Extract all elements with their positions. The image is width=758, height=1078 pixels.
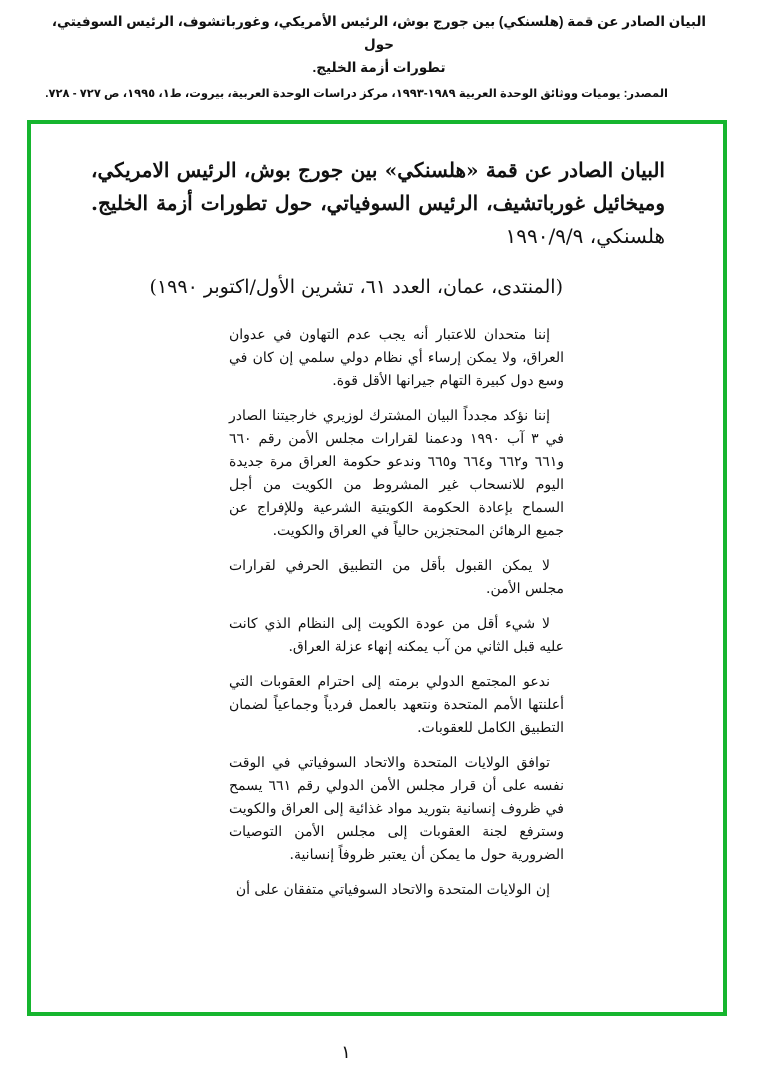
document-frame [27,120,727,1016]
paragraph: ندعو المجتمع الدولي برمته إلى احترام العقوبات التي أعلنتها الأمم المتحدة ونتعهد بالعمل فردياً وجماعياً لضمان التطبيق الكامل للعقوبات. [229,674,564,736]
page-number: ١ [341,1042,351,1063]
paragraph: لا يمكن القبول بأقل من التطبيق الحرفي لقرارات مجلس الأمن. [229,558,564,597]
header-title-line-2: تطورات أزمة الخليج. [312,60,446,75]
source-citation: المصدر: يوميات ووثائق الوحدة العربية ١٩٨٩-١٩٩٣، مركز دراسات الوحدة العربية، بيروت، ط١، ١٩٩٥، ص ٧٢٧ - ٧٢٨. [45,88,668,100]
paragraph: إن الولايات المتحدة والاتحاد السوفياتي متفقان على أن [235,882,550,898]
document-place-date: هلسنكي، ١٩٩٠/٩/٩ [505,224,665,248]
document-body [229,324,564,914]
document-citation: (المنتدى، عمان، العدد ٦١، تشرين الأول/اكتوبر ١٩٩٠) [149,276,563,298]
paragraph: توافق الولايات المتحدة والاتحاد السوفياتي في الوقت نفسه على أن قرار مجلس الأمن الدولي رقم ٦٦١ يسمح في ظروف إنسانية بتوريد مواد غذائية إلى العراق والكويت وسترفع لجنة العقوبات إلى مجلس الأمن التوصيات الضرورية حول ما يمكن أن يعتبر ظروفاً إنسانية. [229,755,565,863]
paragraph: إننا نؤكد مجدداً البيان المشترك لوزيري خارجيتنا الصادر في ٣ آب ١٩٩٠ ودعمنا لقرارات مجلس الأمن رقم ٦٦٠ و٦٦١ و٦٦٢ و٦٦٤ و٦٦٥ وندعو حكومة العراق مرة جديدة اليوم للانسحاب غير المشروط من الكويت من أجل السماح بإعادة الحكومة الكويتية الشرعية وللإفراج عن جميع الرهائن المحتجزين حالياً في العراق والكويت. [229,408,565,539]
document-title-text: البيان الصادر عن قمة «هلسنكي» بين جورج بوش، الرئيس الامريكي، وميخائيل غورباتشيف، الرئيس السوفياتي، حول تطورات أزمة الخليج. [91,158,665,215]
header-title-line-1: البيان الصادر عن قمة (هلسنكي) بين جورج بوش، الرئيس الأمريكي، وغورباتشوف، الرئيس السوفيتي، حول [51,14,707,52]
paragraph: لا شيء أقل من عودة الكويت إلى النظام الذي كانت عليه قبل الثاني من آب يمكنه إنهاء عزلة العراق. [229,616,564,655]
page-header [40,10,718,103]
paragraph: إننا متحدان للاعتبار أنه يجب عدم التهاون في عدوان العراق، ولا يمكن إرساء أي نظام دولي سلمي إن كان في وسع دول كبيرة التهام جيرانها الأقل قوة. [229,327,564,389]
document-title [91,154,665,253]
